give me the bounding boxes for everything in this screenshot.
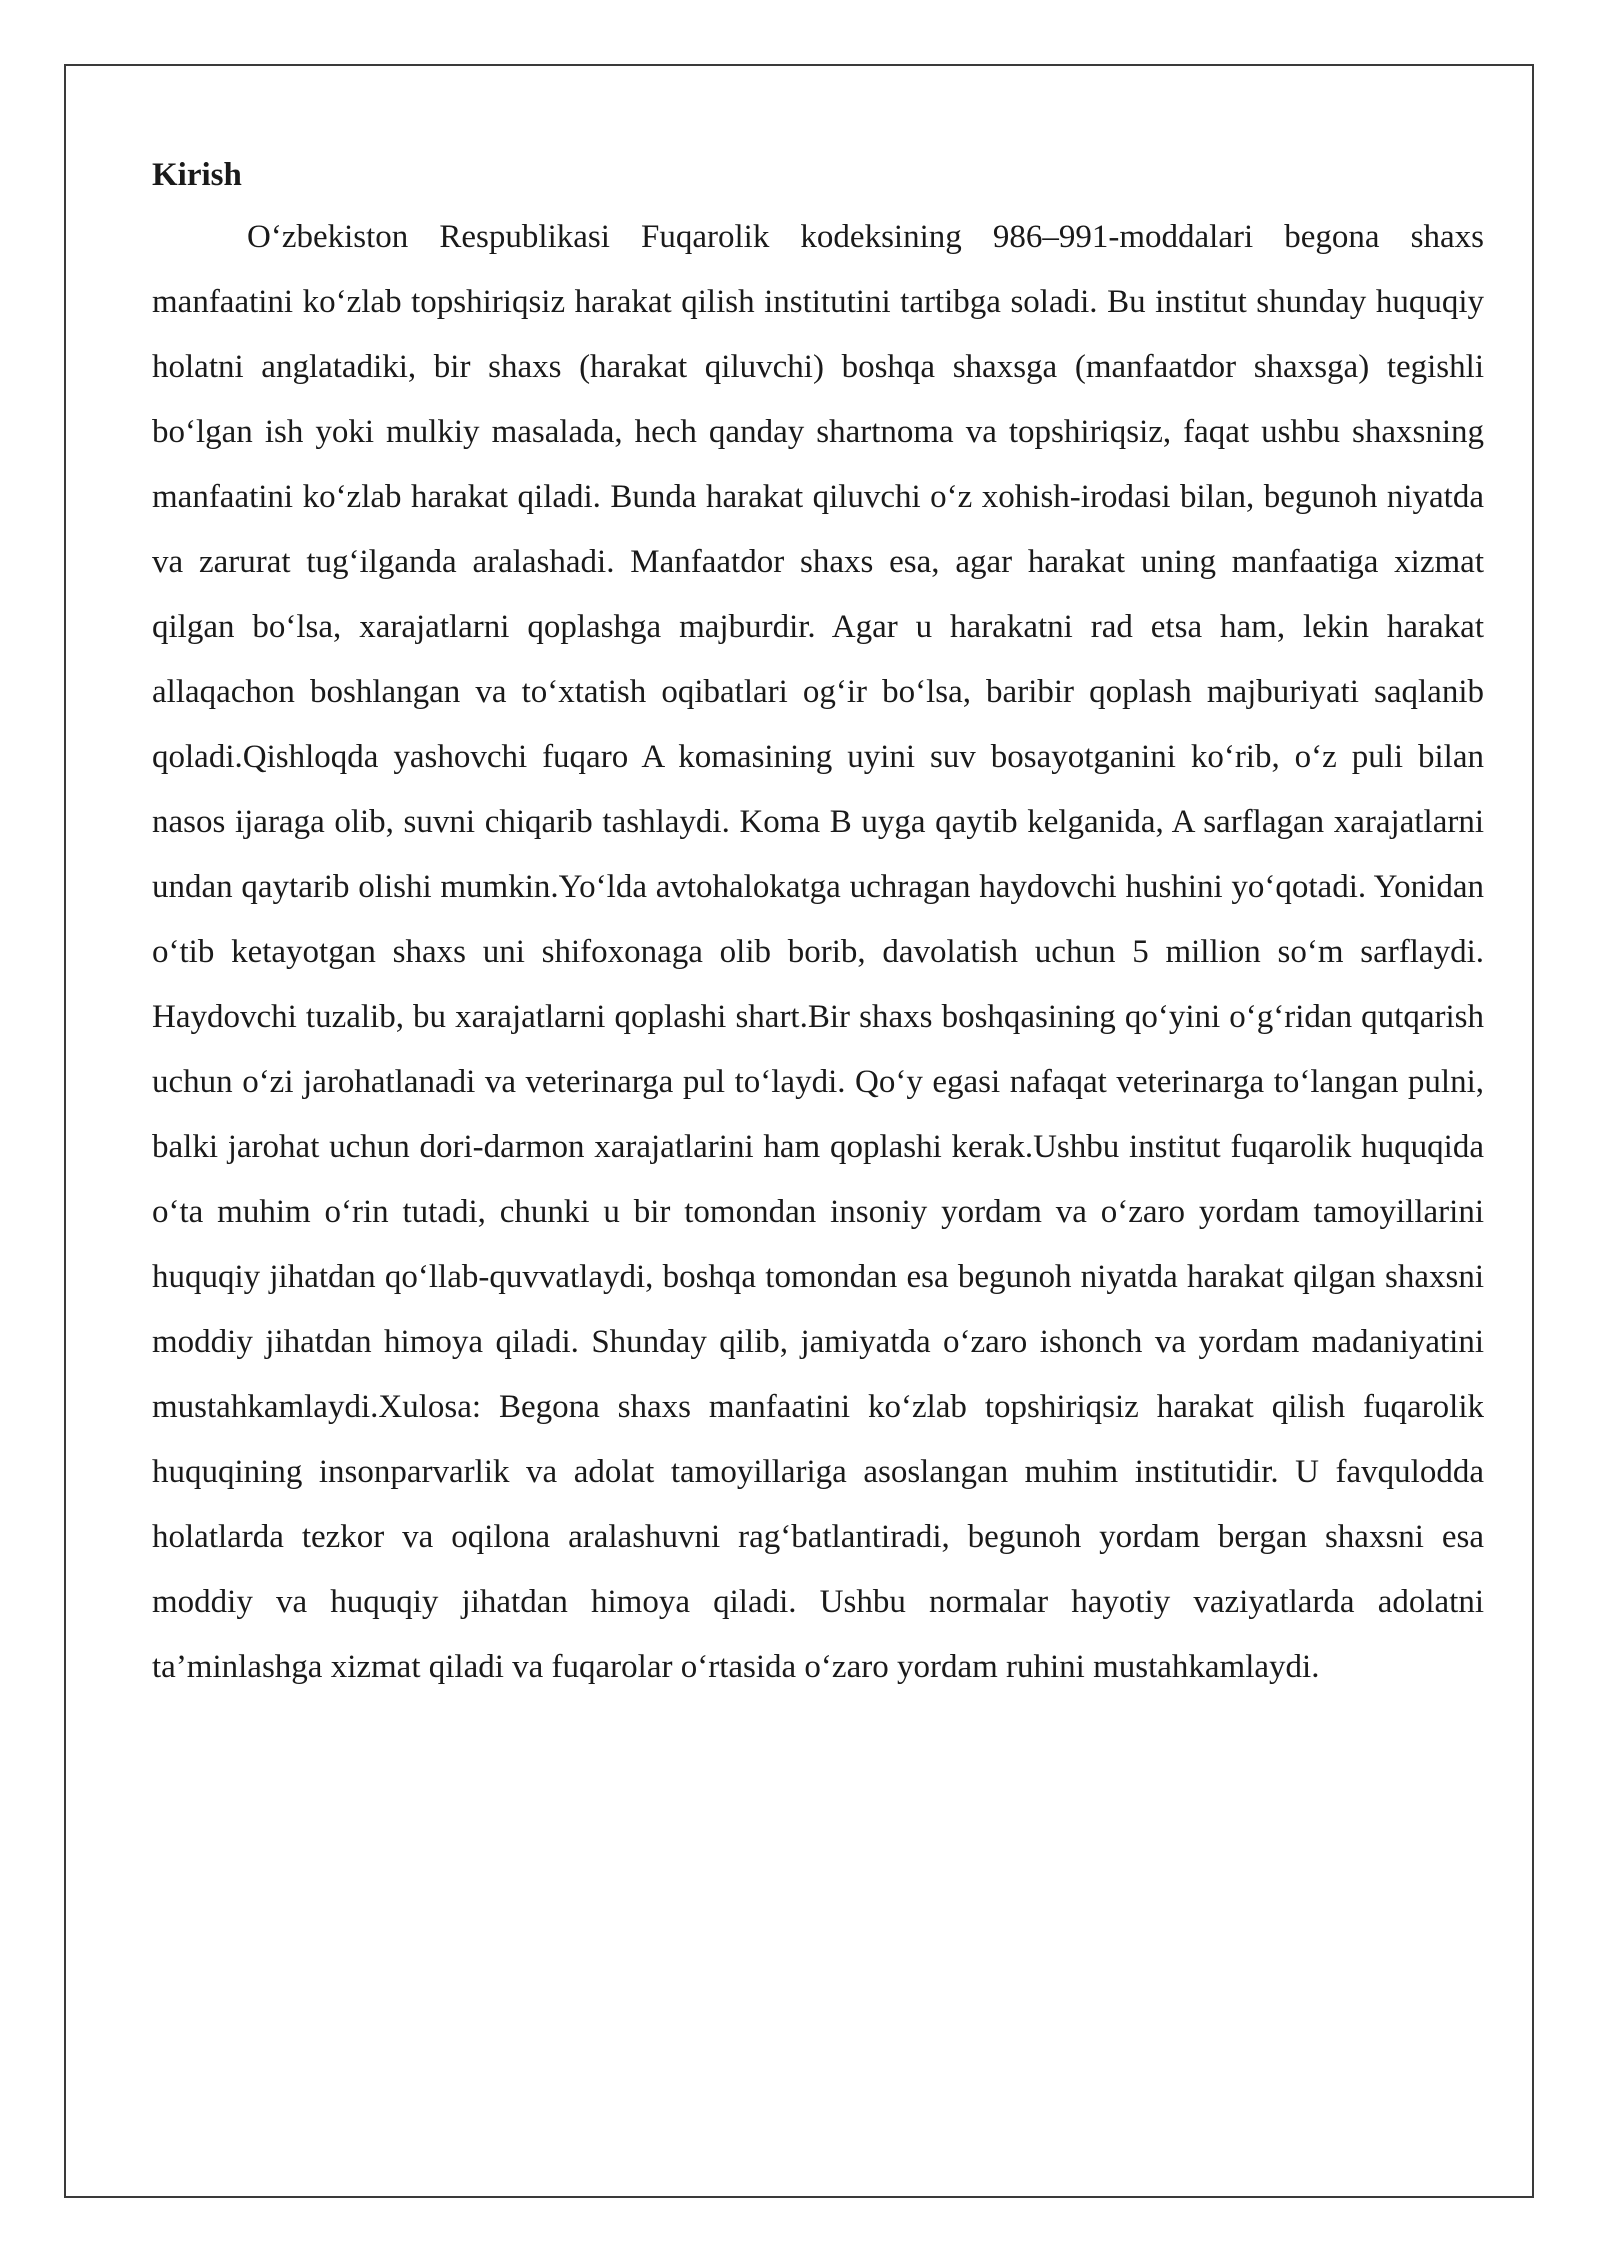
section-heading: Kirish (152, 157, 242, 193)
body-paragraph: O‘zbekiston Respublikasi Fuqarolik kodeksining 986–991-moddalari begona shaxs manfaatini ko‘zlab topshiriqsiz harakat qilish institutini tartibga soladi. Bu institut shunday huquqiy holatni anglatadiki, bir shaxs (harakat qiluvchi) boshqa shaxsga (manfaatdor shaxsga) tegishli bo‘lgan ish yoki mulkiy masalada, hech qanday shartnoma va topshiriqsiz, faqat ushbu shaxsning manfaatini ko‘zlab harakat qiladi. Bunda harakat qiluvchi o‘z xohish-irodasi bilan, begunoh niyatda va zarurat tug‘ilganda aralashadi. Manfaatdor shaxs esa, agar harakat uning manfaatiga xizmat qilgan bo‘lsa, xarajatlarni qoplashga majburdir. Agar u harakatni rad etsa ham, lekin harakat allaqachon boshlangan va to‘xtatish oqibatlari og‘ir bo‘lsa, baribir qoplash majburiyati saqlanib qoladi.Qishloqda yashovchi fuqaro A komasining uyini suv bosayotganini ko‘rib, o‘z puli bilan nasos ijaraga olib, suvni chiqarib tashlaydi. Koma B uyga qaytib kelganida, A sarflagan xarajatlarni undan qaytarib olishi mumkin.Yo‘lda avtohalokatga uchragan haydovchi hushini yo‘qotadi. Yonidan o‘tib ketayotgan shaxs uni shifoxonaga olib borib, davolatish uchun 5 million so‘m sarflaydi. Haydovchi tuzalib, bu xarajatlarni qoplashi shart.Bir shaxs boshqasining qo‘yini o‘g‘ridan qutqarish uchun o‘zi jarohatlanadi va veterinarga pul to‘laydi. Qo‘y egasi nafaqat veterinarga to‘langan pulni, balki jarohat uchun dori-darmon xarajatlarini ham qoplashi kerak.Ushbu institut fuqarolik huquqida o‘ta muhim o‘rin tutadi, chunki u bir tomondan insoniy yordam va o‘zaro yordam tamoyillarini huquqiy jihatdan qo‘llab-quvvatlaydi, boshqa tomondan esa begunoh niyatda harakat qilgan shaxsni moddiy jihatdan himoya qiladi. Shunday qilib, jamiyatda o‘zaro ishonch va yordam madaniyatini mustahkamlaydi.Xulosa: Begona shaxs manfaatini ko‘zlab topshiriqsiz harakat qilish fuqarolik huquqining insonparvarlik va adolat tamoyillariga asoslangan muhim institutidir. U favqulodda holatlarda tezkor va oqilona aralashuvni rag‘batlantiradi, begunoh yordam bergan shaxsni esa moddiy va huquqiy jihatdan himoya qiladi. Ushbu normalar hayotiy vaziyatlarda adolatni ta’minlashga xizmat qiladi va fuqarolar o‘rtasida o‘zaro yordam ruhini mustahkamlaydi. (152, 219, 1484, 1685)
document-body (152, 145, 1484, 1700)
